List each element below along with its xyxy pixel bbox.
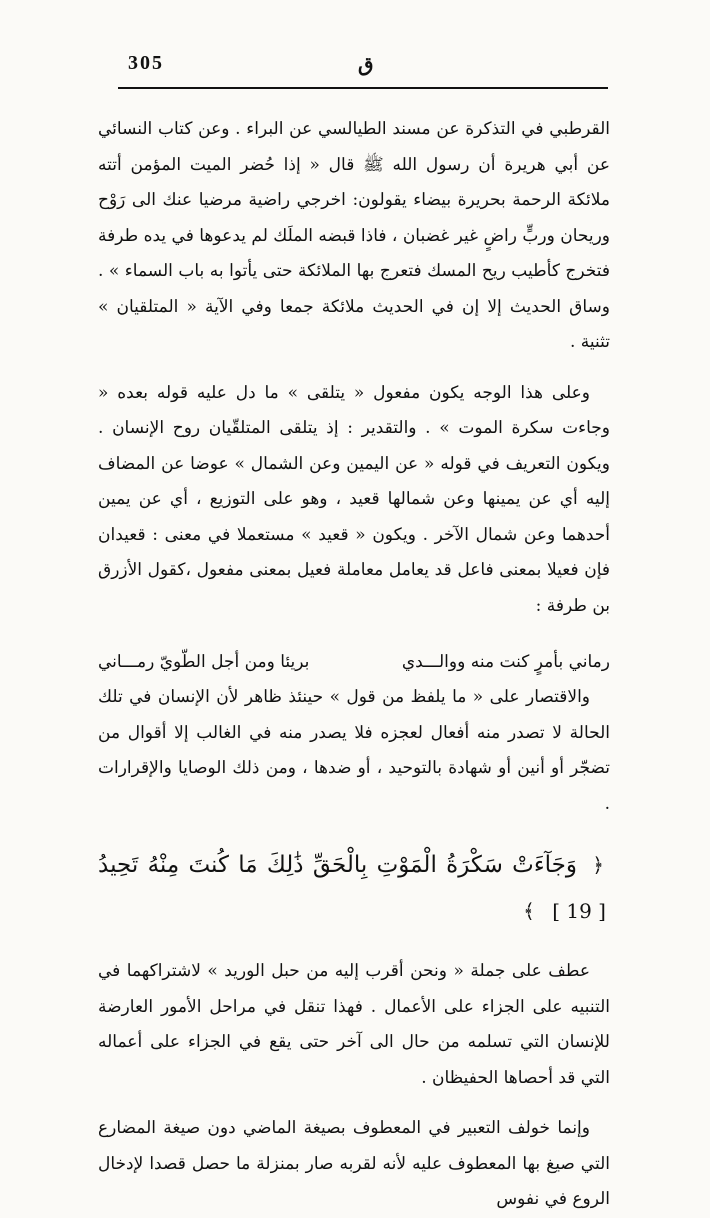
paragraph-4: عطف على جملة « ونحن أقرب إليه من حبل الوريد » لاشتراكهما في التنبيه على الجزاء على الأعمال . فهذا تنقل في مراحل الأمور العارضة للإنسان التي تسلمه من حال الى آخر حتى يقع في الجزاء على أعماله التي قد أحصاها الحفيظان . — [98, 961, 610, 1088]
surah-mark: ق — [358, 52, 374, 76]
poem-hemistich-right: رماني بأمرٍ كنت منه ووالـــدي — [401, 652, 610, 672]
verse-close-ornament: ﴾ — [523, 899, 535, 923]
page-header — [118, 50, 608, 90]
spacer — [98, 361, 610, 376]
spacer — [98, 1096, 610, 1111]
spacer — [98, 934, 610, 954]
poem-hemistich-left: بريئا ومن أجل الطّويّ رمـــاني — [98, 652, 310, 672]
quran-verse — [98, 842, 610, 934]
page-body — [98, 112, 610, 1218]
verse-open-ornament: ﴿ — [592, 853, 604, 877]
verse-number: [ 19 ] — [552, 899, 606, 923]
header-rule — [118, 87, 608, 89]
spacer — [98, 624, 610, 644]
paragraph-1: القرطبي في التذكرة عن مسند الطيالسي عن البراء . وعن كتاب النسائي عن أبي هريرة أن رسول الله ﷺ قال « إذا حُضر الميت المؤمن أتته ملائكة الرحمة بحريرة بيضاء يقولون: اخرجي راضية مرضيا عنك الى رَوْح وريحان وربٍّ راضٍ غير غضبان ، فاذا قبضه الملَك لم يدعوها في يده طرفة فتخرج كأطيب ريح المسك فتعرج بها الملائكة حتى يأتوا به باب السماء » . وساق الحديث إلا إن في الحديث ملائكة جمعا وفي الآية « المتلقيان » تثنية . — [98, 119, 610, 352]
paragraph-3: والاقتصار على « ما يلفظ من قول » حينئذ ظاهر لأن الإنسان في تلك الحالة لا تصدر منه أفعال لعجزه فلا يصدر منه في الغالب إلا أقوال من تضجّر أو أنين أو شهادة بالتوحيد ، أو ضدها ، ومن ذلك الوصايا والإقرارات . — [98, 687, 610, 814]
spacer — [98, 822, 610, 842]
page-number: 305 — [128, 52, 164, 74]
paragraph-2: وعلى هذا الوجه يكون مفعول « يتلقى » ما دل عليه قوله بعده « وجاءت سكرة الموت » . والتقدير : إذ يتلقى المتلقّيان روح الإنسان . ويكون التعريف في قوله « عن اليمين وعن الشمال » عوضا عن المضاف إليه أي عن يمينها وعن شمالها قعيد ، وهو على التوزيع ، أي عن يمين أحدهما وعن شمال الآخر . ويكون « قعيد » مستعملا في معنى : قعيدان فإن فعيلا بمعنى فاعل قد يعامل معاملة فعيل بمعنى مفعول ،كقول الأزرق بن طرفة : — [98, 382, 610, 616]
verse-text: وَجَآءَتْ سَكْرَةُ الْمَوْتِ بِالْحَقِّ ذَٰلِكَ مَا كُنتَ مِنْهُ تَحِيدُ — [98, 852, 577, 878]
paragraph-5: وإنما خولف التعبير في المعطوف بصيغة الماضي دون صيغة المضارع التي صيغ بها المعطوف عليه لأنه لقربه صار بمنزلة ما حصل قصدا لإدخال الروع في نفوس — [98, 1118, 610, 1209]
poem-line — [98, 644, 610, 680]
